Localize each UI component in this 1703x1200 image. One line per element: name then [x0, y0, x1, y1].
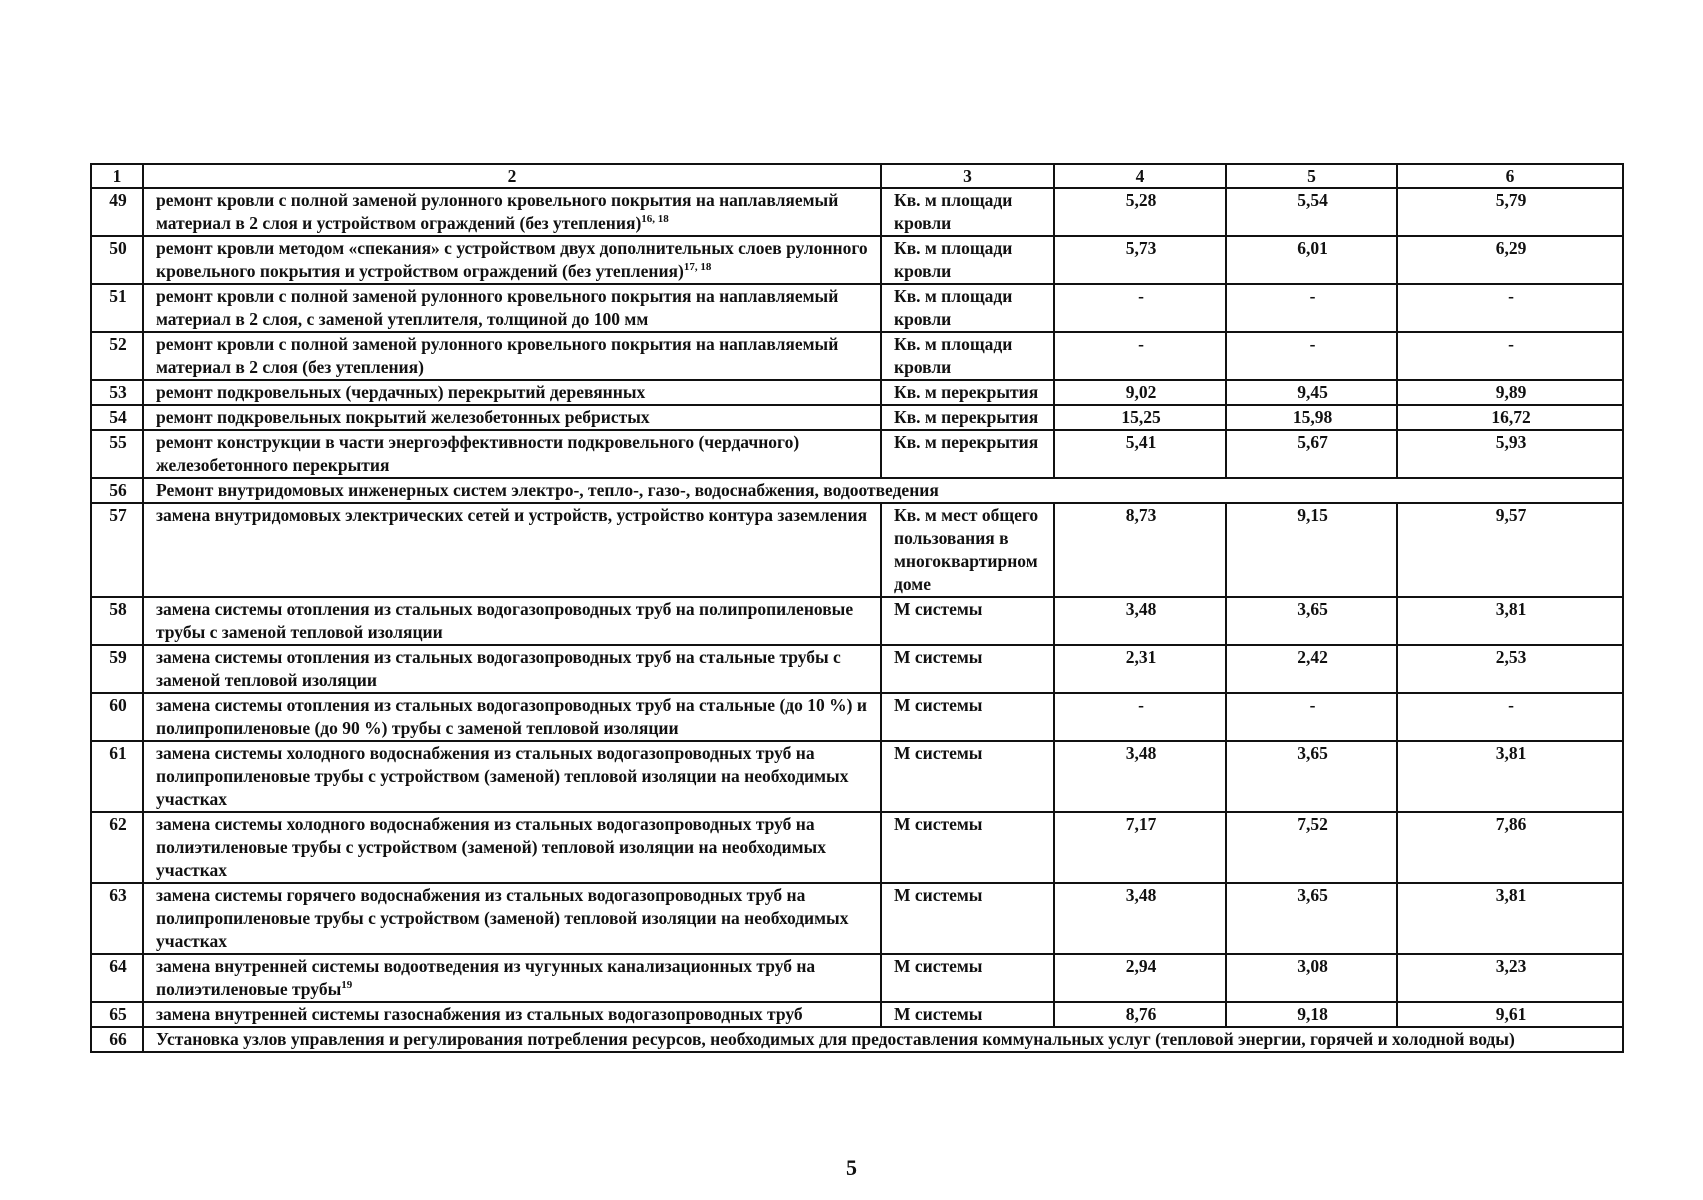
table-row [91, 478, 1623, 503]
unit-of-measure: М системы [881, 812, 1054, 883]
work-description-text: ремонт кровли методом «спекания» с устройством двух дополнительных слоев рулонного кровельного покрытия и устройством ограждений (без утепления) [156, 238, 868, 281]
unit-of-measure: М системы [881, 741, 1054, 812]
work-description [143, 188, 881, 236]
value-col-5: - [1226, 693, 1397, 741]
work-description-text: ремонт кровли с полной заменой рулонного кровельного покрытия на наплавляемый материал в 2 слоя, с заменой утеплителя, толщиной до 100 мм [156, 286, 839, 329]
unit-of-measure: Кв. м перекрытия [881, 430, 1054, 478]
value-col-5: - [1226, 284, 1397, 332]
work-description-text: замена внутренней системы водоотведения из чугунных канализационных труб на полиэтиленовые трубы [156, 956, 816, 999]
value-col-4: 7,17 [1054, 812, 1226, 883]
work-description-text: замена системы отопления из стальных водогазопроводных труб на полипропиленовые трубы с заменой тепловой изоляции [156, 599, 854, 642]
value-col-6: 3,81 [1397, 741, 1623, 812]
value-col-5: 3,65 [1226, 883, 1397, 954]
table-row [91, 430, 1623, 478]
value-col-4: 5,28 [1054, 188, 1226, 236]
table-row [91, 284, 1623, 332]
value-col-4: 8,73 [1054, 503, 1226, 597]
row-number: 60 [91, 693, 143, 741]
value-col-5: 3,65 [1226, 597, 1397, 645]
value-col-4: 8,76 [1054, 1002, 1226, 1027]
value-col-4: 2,94 [1054, 954, 1226, 1002]
value-col-6: 9,57 [1397, 503, 1623, 597]
value-col-6: 2,53 [1397, 645, 1623, 693]
table-row [91, 188, 1623, 236]
table-row [91, 1002, 1623, 1027]
value-col-6: 6,29 [1397, 236, 1623, 284]
footnote-reference: 16, 18 [641, 213, 669, 226]
footnote-reference: 19 [341, 979, 353, 992]
value-col-5: - [1226, 332, 1397, 380]
work-description-text: замена системы холодного водоснабжения из стальных водогазопроводных труб на полиэтиленовые трубы с устройством (заменой) тепловой изоляции на необходимых участках [156, 814, 826, 880]
work-description-text: ремонт подкровельных (чердачных) перекрытий деревянных [156, 382, 646, 402]
row-number: 64 [91, 954, 143, 1002]
header-cell-2: 2 [143, 164, 881, 188]
value-col-4: - [1054, 332, 1226, 380]
value-col-5: 5,67 [1226, 430, 1397, 478]
work-description-text: замена внутридомовых электрических сетей и устройств, устройство контура заземления [156, 505, 868, 525]
value-col-5: 9,45 [1226, 380, 1397, 405]
value-col-6: 7,86 [1397, 812, 1623, 883]
table-row [91, 503, 1623, 597]
value-col-5: 5,54 [1226, 188, 1397, 236]
row-number: 49 [91, 188, 143, 236]
work-description [143, 741, 881, 812]
value-col-4: 3,48 [1054, 741, 1226, 812]
value-col-5: 6,01 [1226, 236, 1397, 284]
value-col-5: 2,42 [1226, 645, 1397, 693]
table-row [91, 332, 1623, 380]
header-cell-6: 6 [1397, 164, 1623, 188]
table-row [91, 645, 1623, 693]
value-col-6: 3,81 [1397, 883, 1623, 954]
work-description [143, 332, 881, 380]
row-number: 65 [91, 1002, 143, 1027]
value-col-4: 15,25 [1054, 405, 1226, 430]
footnote-reference: 17, 18 [683, 261, 712, 274]
row-number: 56 [91, 478, 143, 503]
work-description-text: замена системы отопления из стальных водогазопроводных труб на стальные (до 10 %) и полипропиленовые (до 90 %) трубы с заменой тепловой изоляции [156, 695, 867, 738]
value-col-4: 3,48 [1054, 597, 1226, 645]
table-row [91, 380, 1623, 405]
header-cell-1: 1 [91, 164, 143, 188]
unit-of-measure: М системы [881, 1002, 1054, 1027]
work-description-text: ремонт кровли с полной заменой рулонного кровельного покрытия на наплавляемый материал в 2 слоя и устройством ограждений (без утепления) [156, 190, 839, 233]
unit-of-measure: М системы [881, 645, 1054, 693]
work-description [143, 405, 881, 430]
unit-of-measure: Кв. м площади кровли [881, 284, 1054, 332]
unit-of-measure: Кв. м перекрытия [881, 405, 1054, 430]
work-description [143, 954, 881, 1002]
unit-of-measure: Кв. м перекрытия [881, 380, 1054, 405]
value-col-6: 9,61 [1397, 1002, 1623, 1027]
row-number: 52 [91, 332, 143, 380]
row-number: 57 [91, 503, 143, 597]
table-row [91, 1027, 1623, 1052]
work-description [143, 812, 881, 883]
value-col-6: - [1397, 284, 1623, 332]
value-col-6: - [1397, 332, 1623, 380]
table-row [91, 693, 1623, 741]
table-row [91, 741, 1623, 812]
work-description-text: ремонт подкровельных покрытий железобетонных ребристых [156, 407, 650, 427]
value-col-5: 3,65 [1226, 741, 1397, 812]
header-cell-5: 5 [1226, 164, 1397, 188]
unit-of-measure: М системы [881, 883, 1054, 954]
value-col-6: 5,79 [1397, 188, 1623, 236]
work-description-text: ремонт конструкции в части энергоэффективности подкровельного (чердачного) железобетонного перекрытия [156, 432, 800, 475]
value-col-6: 16,72 [1397, 405, 1623, 430]
value-col-4: - [1054, 693, 1226, 741]
row-number: 58 [91, 597, 143, 645]
header-cell-3: 3 [881, 164, 1054, 188]
value-col-6: - [1397, 693, 1623, 741]
unit-of-measure: Кв. м площади кровли [881, 332, 1054, 380]
section-heading: Ремонт внутридомовых инженерных систем электро-, тепло-, газо-, водоснабжения, водоотведения [143, 478, 1623, 503]
work-description [143, 645, 881, 693]
unit-of-measure: М системы [881, 954, 1054, 1002]
row-number: 51 [91, 284, 143, 332]
work-description [143, 1002, 881, 1027]
work-description [143, 236, 881, 284]
table-row [91, 236, 1623, 284]
work-description [143, 693, 881, 741]
value-col-5: 3,08 [1226, 954, 1397, 1002]
row-number: 55 [91, 430, 143, 478]
table-row [91, 954, 1623, 1002]
unit-of-measure: Кв. м площади кровли [881, 188, 1054, 236]
value-col-5: 9,18 [1226, 1002, 1397, 1027]
value-col-4: 5,73 [1054, 236, 1226, 284]
value-col-6: 3,81 [1397, 597, 1623, 645]
row-number: 61 [91, 741, 143, 812]
work-description [143, 430, 881, 478]
work-description-text: ремонт кровли с полной заменой рулонного кровельного покрытия на наплавляемый материал в 2 слоя (без утепления) [156, 334, 839, 377]
work-description-text: замена внутренней системы газоснабжения из стальных водогазопроводных труб [156, 1004, 803, 1024]
table-row [91, 405, 1623, 430]
row-number: 59 [91, 645, 143, 693]
work-description [143, 597, 881, 645]
row-number: 50 [91, 236, 143, 284]
table-row [91, 883, 1623, 954]
page-number: 5 [846, 1155, 857, 1180]
work-description [143, 284, 881, 332]
value-col-4: 2,31 [1054, 645, 1226, 693]
tariff-table [90, 163, 1624, 1053]
header-cell-4: 4 [1054, 164, 1226, 188]
work-description [143, 883, 881, 954]
row-number: 62 [91, 812, 143, 883]
value-col-4: - [1054, 284, 1226, 332]
work-description-text: замена системы отопления из стальных водогазопроводных труб на стальные трубы с заменой тепловой изоляции [156, 647, 841, 690]
unit-of-measure: М системы [881, 597, 1054, 645]
value-col-4: 3,48 [1054, 883, 1226, 954]
value-col-5: 7,52 [1226, 812, 1397, 883]
row-number: 54 [91, 405, 143, 430]
row-number: 66 [91, 1027, 143, 1052]
value-col-4: 5,41 [1054, 430, 1226, 478]
table-row [91, 812, 1623, 883]
value-col-4: 9,02 [1054, 380, 1226, 405]
value-col-6: 9,89 [1397, 380, 1623, 405]
value-col-6: 3,23 [1397, 954, 1623, 1002]
unit-of-measure: Кв. м мест общего пользования в многоквартирном доме [881, 503, 1054, 597]
value-col-5: 15,98 [1226, 405, 1397, 430]
row-number: 63 [91, 883, 143, 954]
value-col-5: 9,15 [1226, 503, 1397, 597]
value-col-6: 5,93 [1397, 430, 1623, 478]
work-description-text: замена системы горячего водоснабжения из стальных водогазопроводных труб на полипропиленовые трубы с устройством (заменой) тепловой изоляции на необходимых участках [156, 885, 849, 951]
work-description-text: замена системы холодного водоснабжения из стальных водогазопроводных труб на полипропиленовые трубы с устройством (заменой) тепловой изоляции на необходимых участках [156, 743, 849, 809]
unit-of-measure: Кв. м площади кровли [881, 236, 1054, 284]
table-header-row [91, 164, 1623, 188]
unit-of-measure: М системы [881, 693, 1054, 741]
work-description [143, 380, 881, 405]
work-description [143, 503, 881, 597]
table-row [91, 597, 1623, 645]
section-heading: Установка узлов управления и регулирования потребления ресурсов, необходимых для предоставления коммунальных услуг (тепловой энергии, горячей и холодной воды) [143, 1027, 1623, 1052]
row-number: 53 [91, 380, 143, 405]
